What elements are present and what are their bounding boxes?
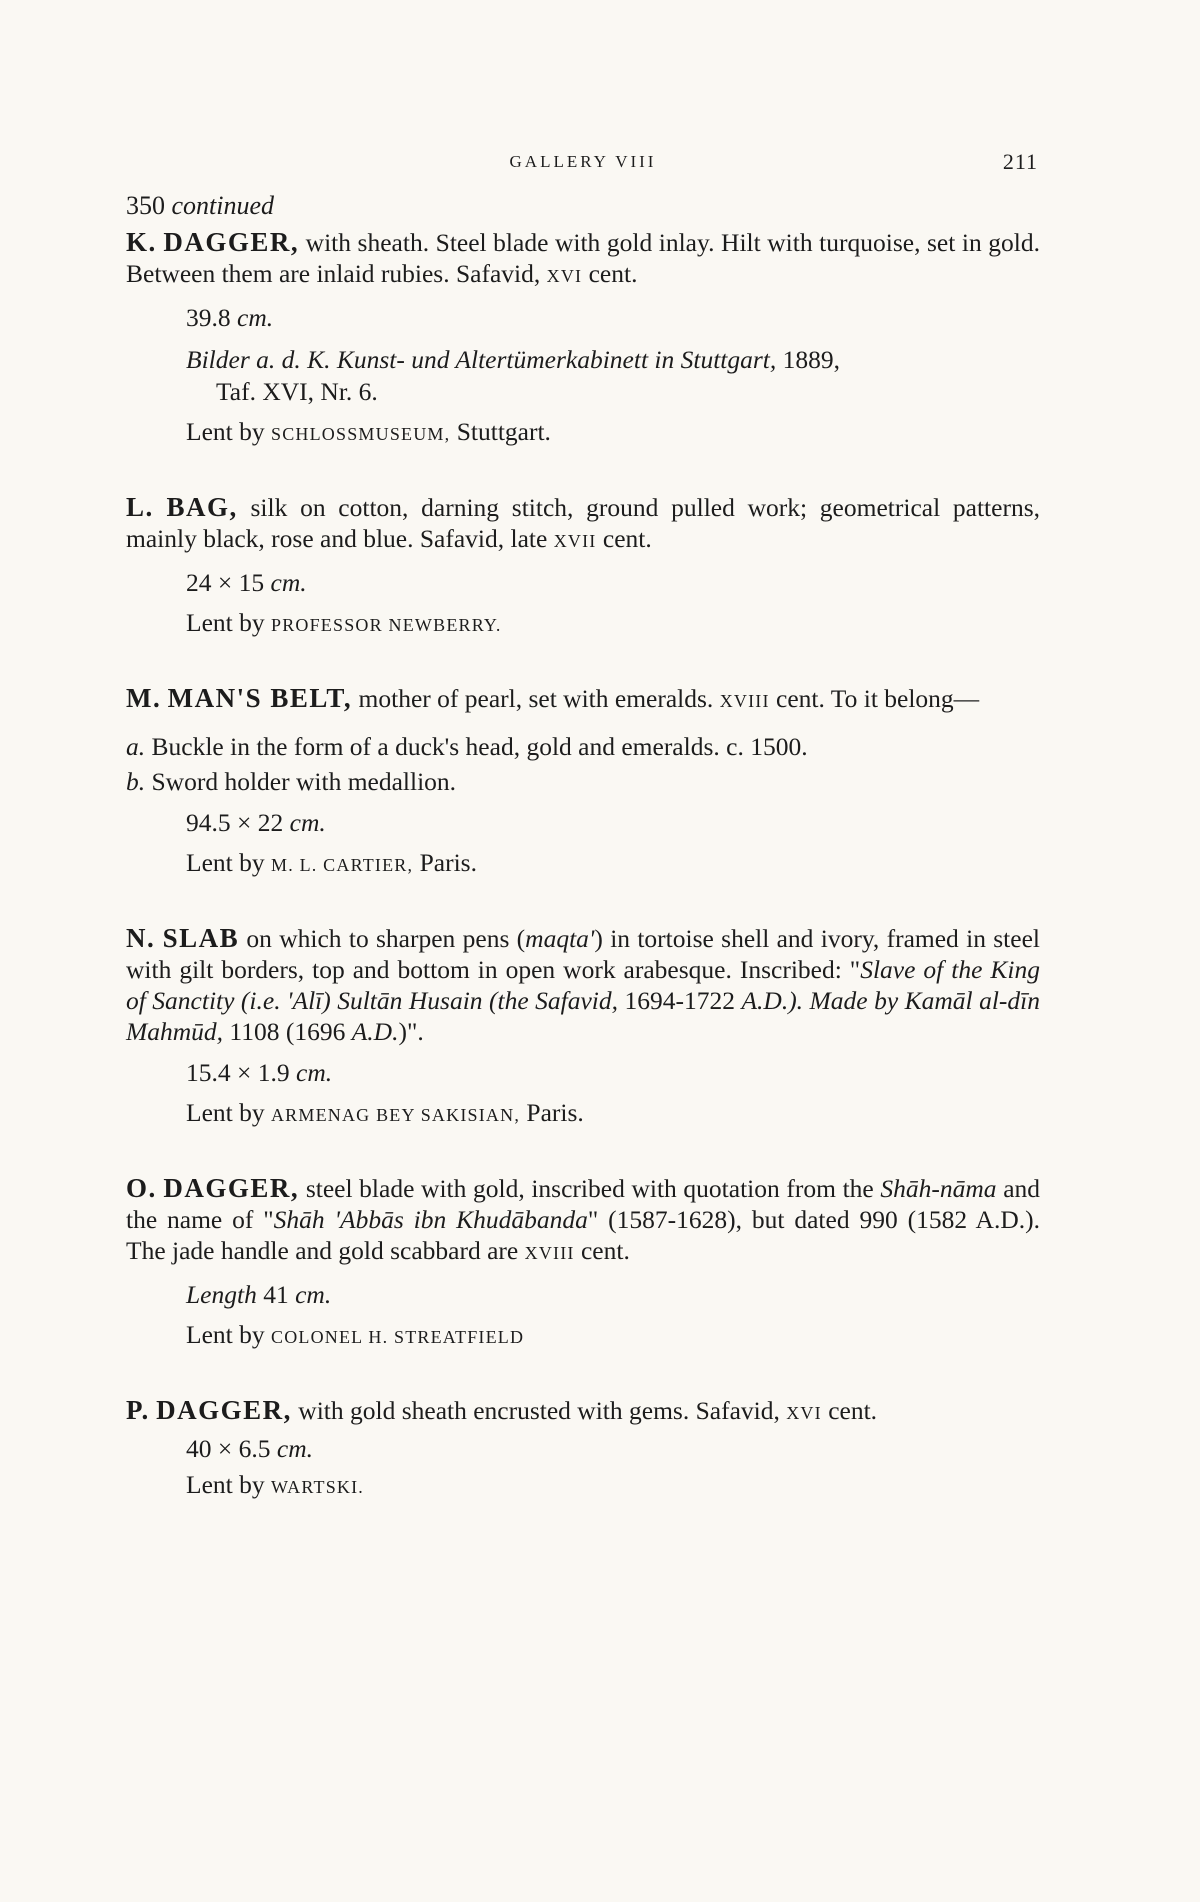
subitem-text: Sword holder with medallion. [151,767,457,796]
lender-name: ARMENAG BEY SAKISIAN, [270,1105,521,1125]
entry-dimensions [126,1433,1040,1465]
entry-p [126,1395,1040,1429]
dimension-value: 40 × 6.5 [186,1434,271,1463]
entry-o [126,1173,1040,1269]
entry-dimensions [126,1279,1040,1311]
dimension-unit: cm. [295,1280,332,1309]
entry-letter: L. [126,492,154,522]
catalogue-number: 350 [126,191,165,220]
entry-lender [126,1097,1040,1131]
entry-letter: K. [126,227,157,257]
entry-name: Shāh 'Abbās ibn Khudābanda [273,1205,588,1234]
continued-heading [126,190,1040,221]
dimension-unit: cm. [237,303,274,332]
entry-letter: P. [126,1395,150,1425]
reference-year: 1889, [782,345,841,374]
entry-century-suffix: cent. [602,524,652,553]
entry-dimensions [126,567,1040,599]
reference-title: Bilder a. d. K. Kunst- und Altertümerkabinett in Stuttgart, [186,345,777,374]
entry-description: silk on cotton, darning stitch, ground pulled work; geometrical patterns, mainly black, rose and blue. Safavid, late [126,493,1040,553]
dimension-label: Length [186,1280,257,1309]
entry-lender [126,1469,1040,1503]
entry-dimensions [126,1057,1040,1089]
entry-work-title: Shāh-nāma [880,1174,997,1203]
entry-description: steel blade with gold, inscribed with quotation from the [305,1174,874,1203]
entry-inscription-cont: A.D.). Made by Kamāl al-dīn Mahmūd, [126,986,1041,1046]
lender-name: COLONEL H. STREATFIELD [270,1327,525,1347]
entry-letter: N. [126,923,156,953]
entry-century: XVI [786,1403,822,1423]
entry-dimensions [126,302,1040,334]
lent-prefix: Lent by [186,1098,265,1127]
lent-prefix: Lent by [186,1470,265,1499]
dimension-unit: cm. [270,568,307,597]
reference-plate: Taf. XVI, Nr. 6. [216,377,378,406]
dimension-unit: cm. [289,808,326,837]
entry-description-cont: ) in tortoise shell and ivory, framed in steel with gilt borders, top and bottom in open work arabesque. Inscribed: " [126,924,1040,984]
lender-place: Paris. [419,848,477,877]
entry-subitem-a [126,731,1040,762]
entry-century: XVIII [719,691,770,711]
entry-subitem-b [126,766,1040,797]
entry-lender [126,1319,1040,1353]
entry-title: MAN'S BELT, [167,683,353,713]
inscription-date-line: 1108 (1696 [229,1017,346,1046]
lender-place: Stuttgart. [456,417,551,446]
inscription-dates: 1694-1722 [624,986,735,1015]
entry-letter: M. [126,683,162,713]
entry-lender [126,607,1040,641]
dimension-value: 15.4 × 1.9 [186,1058,290,1087]
lent-prefix: Lent by [186,417,265,446]
dimension-value: 94.5 × 22 [186,808,284,837]
page-number: 211 [1002,149,1038,174]
entry-reference [126,344,1040,408]
entry-l [126,492,1040,557]
entry-century-suffix: cent. To it belong— [776,684,980,713]
entry-century: XVII [553,531,597,551]
page-header [126,140,1040,176]
subitem-label: a. [126,732,146,761]
entry-description: on which to sharpen pens ( [246,924,526,953]
subitem-text: Buckle in the form of a duck's head, gold and emeralds. c. 1500. [151,732,808,761]
lender-name: PROFESSOR NEWBERRY. [270,615,502,635]
entry-title: DAGGER, [163,227,300,257]
entry-description-end: " (1587-1628), but dated 990 (1582 A.D.). The jade handle and gold scabbard are [126,1205,1040,1265]
entry-description: mother of pearl, set with emeralds. [358,684,714,713]
entry-description: with sheath. Steel blade with gold inlay. Hilt with turquoise, set in gold. Between them are inlaid rubies. Safavid, [126,228,1040,288]
catalogue-page [126,140,1040,1503]
entry-description: with gold sheath encrusted with gems. Safavid, [298,1396,780,1425]
lender-place: Paris. [526,1098,584,1127]
entry-lender [126,416,1040,450]
dimension-value: 41 [263,1280,289,1309]
entry-century: XVIII [524,1243,575,1263]
dimension-unit: cm. [276,1434,313,1463]
entry-m [126,683,1040,717]
entry-century-suffix: cent. [588,259,638,288]
inscription-close: )". [398,1017,424,1046]
entry-title: DAGGER, [156,1395,292,1425]
entry-century-suffix: cent. [580,1236,630,1265]
entry-title: DAGGER, [163,1173,300,1203]
lent-prefix: Lent by [186,848,265,877]
lender-name: SCHLOSSMUSEUM, [270,424,451,444]
entry-century-suffix: cent. [828,1396,878,1425]
entry-letter: O. [126,1173,157,1203]
lender-name: WARTSKI. [270,1477,365,1497]
dimension-unit: cm. [296,1058,333,1087]
inscription-date-era: A.D. [351,1017,399,1046]
lent-prefix: Lent by [186,1320,265,1349]
entry-description-cont: and the name of " [126,1174,1041,1234]
entry-term: maqta' [525,924,595,953]
subitem-label: b. [126,767,146,796]
entry-inscription: Slave of the King of Sanctity (i.e. 'Alī) Sultān Husain (the Safavid, [126,955,1040,1015]
running-head: GALLERY VIII [509,152,657,171]
continued-label: continued [171,191,275,220]
entry-k [126,227,1040,292]
dimension-value: 39.8 [186,303,231,332]
dimension-value: 24 × 15 [186,568,265,597]
entry-lender [126,847,1040,881]
entry-title: SLAB [162,923,240,953]
entry-n [126,923,1040,1047]
entry-century: XVI [546,266,583,286]
lent-prefix: Lent by [186,608,265,637]
entry-title: BAG, [166,492,238,522]
entry-dimensions [126,807,1040,839]
lender-name: M. L. CARTIER, [270,855,414,875]
